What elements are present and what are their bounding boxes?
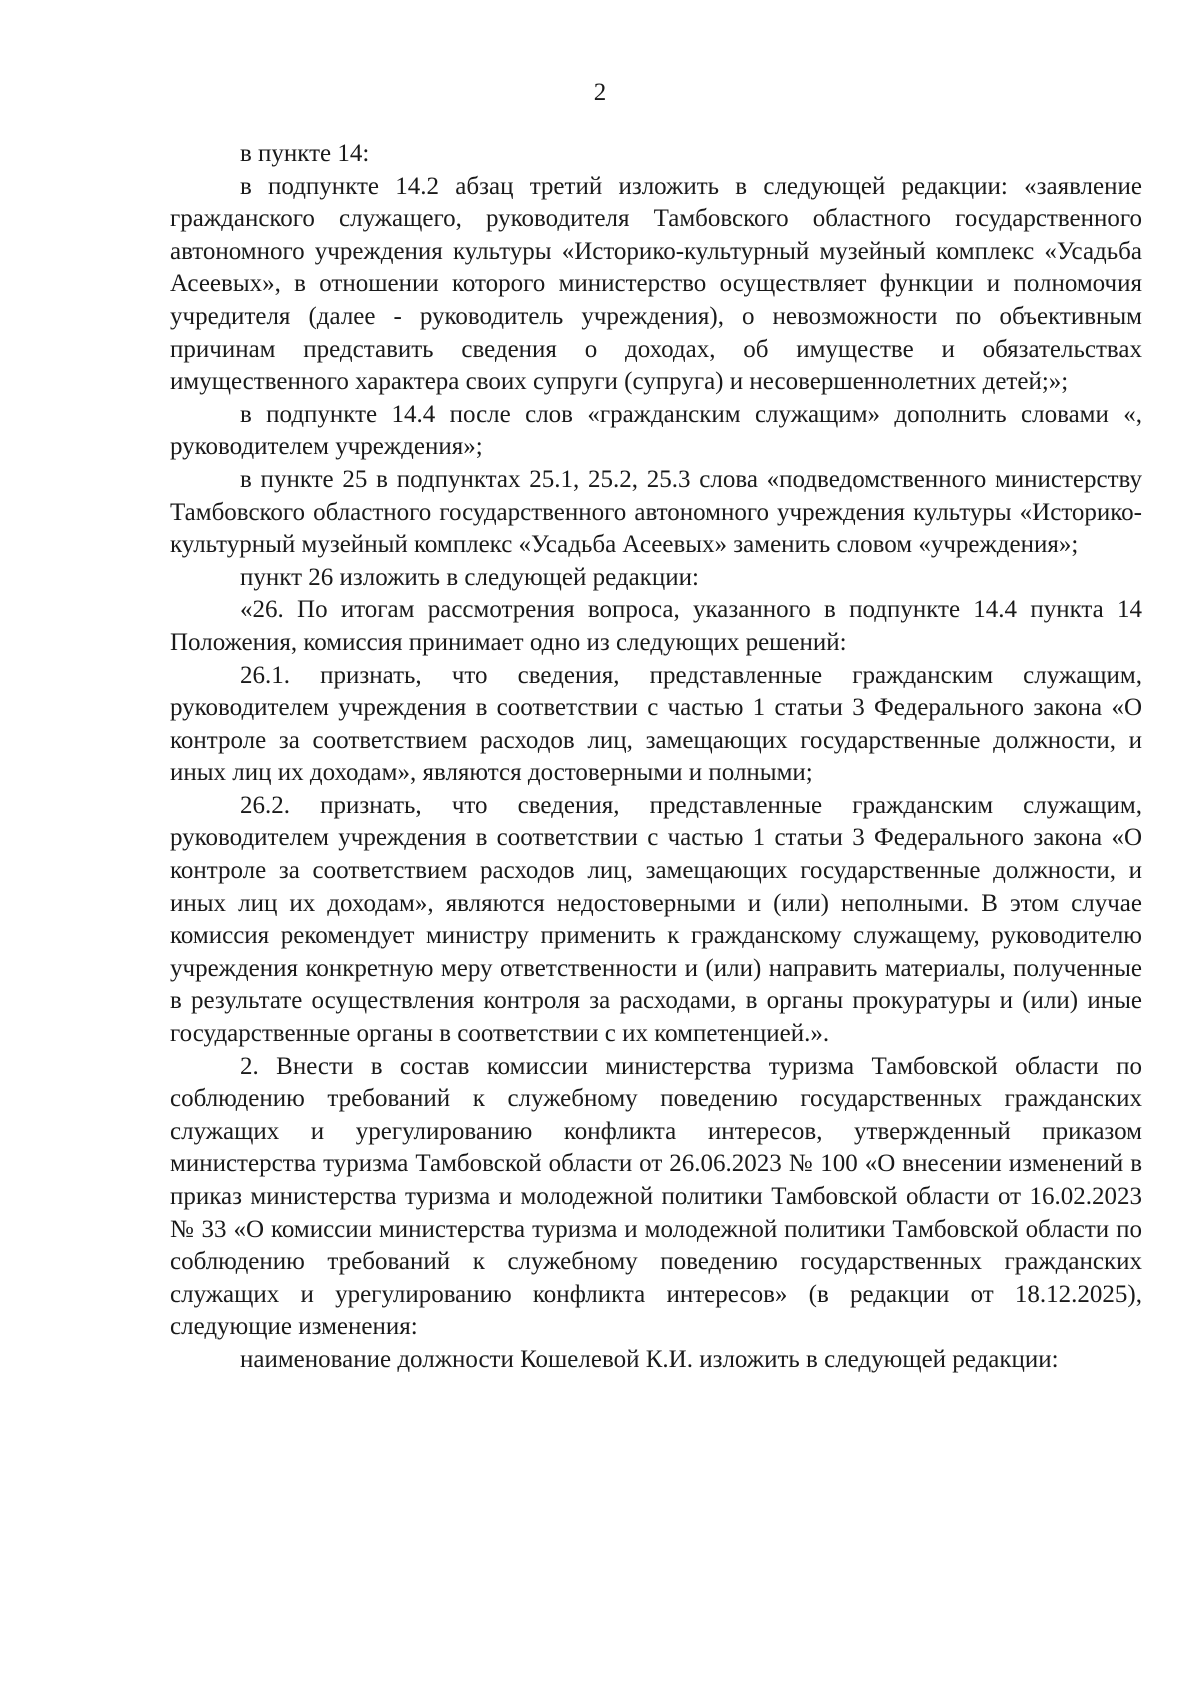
paragraph-position-title: наименование должности Кошелевой К.И. изложить в следующей редакции: (240, 1345, 1059, 1373)
page-number: 2 (593, 79, 607, 106)
paragraph-punkt-26: «26. По итогам рассмотрения вопроса, указанного в подпункте 14.4 пункта 14 Положения, комиссия принимает одно из следующих решений: (170, 596, 1142, 656)
paragraph-subpunkt-14-4: в подпункте 14.4 после слов «гражданским служащим» дополнить словами «, руководителем учреждения»; (170, 400, 1142, 461)
document-body (170, 138, 1142, 1377)
paragraph-punkt-26-intro: пункт 26 изложить в следующей редакции: (240, 563, 699, 591)
paragraph-punkt-14: в пункте 14: (240, 140, 370, 167)
paragraph-item-2: 2. Внести в состав комиссии министерства туризма Тамбовской области по соблюдению требований к служебному поведению государственных гражданских служащих и урегулированию конфликта интересов, утвержденный приказом министерства туризма Тамбовской области от 26.06.2023 № 100 «О внесении изменений в приказ министерства туризма и молодежной политики Тамбовской области от 16.02.2023 № 33 «О комиссии министерства туризма и молодежной политики Тамбовской области по соблюдению требований к служебному поведению государственных гражданских служащих и урегулированию конфликта интересов» (в редакции от 18.12.2025), следующие изменения: (170, 1052, 1142, 1341)
paragraph-26-1: 26.1. признать, что сведения, представленные гражданским служащим, руководителем учреждения в соответствии с частью 1 статьи 3 Федерального закона «О контроле за соответствием расходов лиц, замещающих государственные должности, и иных лиц их доходам», являются достоверными и полными; (170, 661, 1142, 787)
paragraph-punkt-25: в пункте 25 в подпунктах 25.1, 25.2, 25.3 слова «подведомственного министерству Тамбовского областного государственного автономного учреждения культуры «Историко-культурный музейный комплекс «Усадьба Асеевых» заменить словом «учреждения»; (170, 465, 1142, 559)
paragraph-subpunkt-14-2: в подпункте 14.2 абзац третий изложить в следующей редакции: «заявление гражданского служащего, руководителя Тамбовского областного государственного автономного учреждения культуры «Историко-культурный музейный комплекс «Усадьба Асеевых», в отношении которого министерство осуществляет функции и полномочия учредителя (далее - руководитель учреждения), о невозможности по объективным причинам представить сведения о доходах, об имуществе и обязательствах имущественного характера своих супруги (супруга) и несовершеннолетних детей;»; (170, 172, 1142, 396)
paragraph-26-2: 26.2. признать, что сведения, представленные гражданским служащим, руководителем учреждения в соответствии с частью 1 статьи 3 Федерального закона «О контроле за соответствием расходов лиц, замещающих государственные должности, и иных лиц их доходам», являются недостоверными и (или) неполными. В этом случае комиссия рекомендует министру применить к гражданскому служащему, руководителю учреждения конкретную меру ответственности и (или) направить материалы, полученные в результате осуществления контроля за расходами, в органы прокуратуры и (или) иные государственные органы в соответствии с их компетенцией.». (170, 791, 1142, 1048)
